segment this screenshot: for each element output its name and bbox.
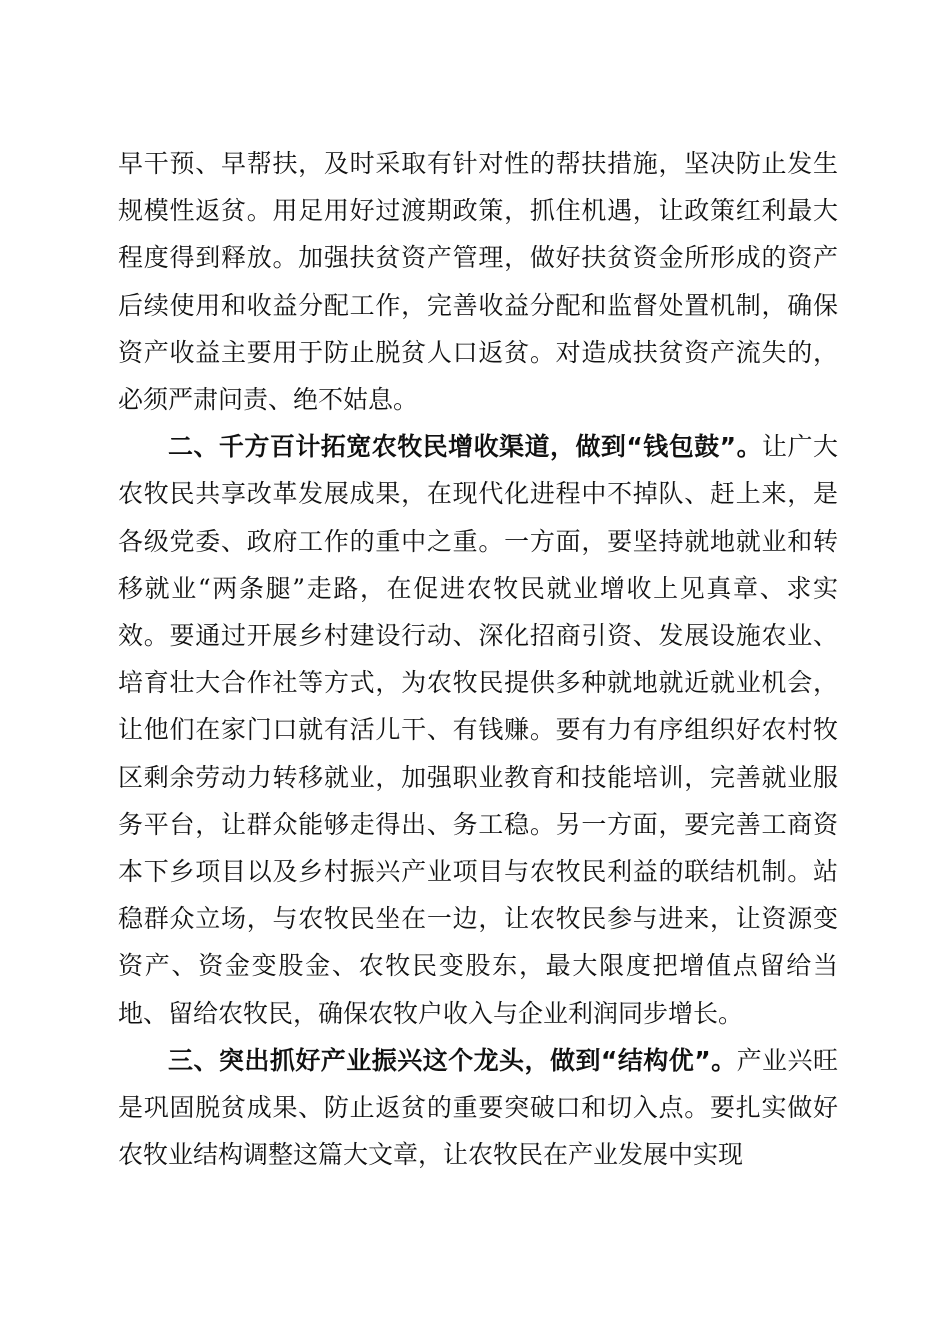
paragraph-section-two: [118, 423, 838, 1037]
paragraph-section-three: [118, 1037, 838, 1179]
section-three-body: 产业兴旺是巩固脱贫成果、防止返贫的重要突破口和切入点。要扎实做好农牧业结构调整这篇大文章，让农牧民在产业发展中实现: [118, 1045, 838, 1170]
section-three-heading: 三、突出抓好产业振兴这个龙头，做到“结构优”。: [168, 1045, 737, 1075]
document-body: [118, 140, 838, 1178]
section-two-heading: 二、千方百计拓宽农牧民增收渠道，做到“钱包鼓”。: [168, 432, 763, 462]
section-two-body: 让广大农牧民共享改革发展成果，在现代化进程中不掉队、赶上来，是各级党委、政府工作的重中之重。一方面，要坚持就地就业和转移就业“两条腿”走路，在促进农牧民就业增收上见真章、求实效。要通过开展乡村建设行动、深化招商引资、发展设施农业、培育壮大合作社等方式，为农牧民提供多种就地就近就业机会，让他们在家门口就有活儿干、有钱赚。要有力有序组织好农村牧区剩余劳动力转移就业，加强职业教育和技能培训，完善就业服务平台，让群众能够走得出、务工稳。另一方面，要完善工商资本下乡项目以及乡村振兴产业项目与农牧民利益的联结机制。站稳群众立场，与农牧民坐在一边，让农牧民参与进来，让资源变资产、资金变股金、农牧民变股东，最大限度把增值点留给当地、留给农牧民，确保农牧户收入与企业利润同步增长。: [118, 432, 838, 1028]
paragraph-1-body: 早干预、早帮扶，及时采取有针对性的帮扶措施，坚决防止发生规模性返贫。用足用好过渡期政策，抓住机遇，让政策红利最大程度得到释放。加强扶贫资产管理，做好扶贫资金所形成的资产后续使用和收益分配工作，完善收益分配和监督处置机制，确保资产收益主要用于防止脱贫人口返贫。对造成扶贫资产流失的，必须严肃问责、绝不姑息。: [118, 149, 838, 415]
paragraph-continuation: [118, 140, 838, 423]
